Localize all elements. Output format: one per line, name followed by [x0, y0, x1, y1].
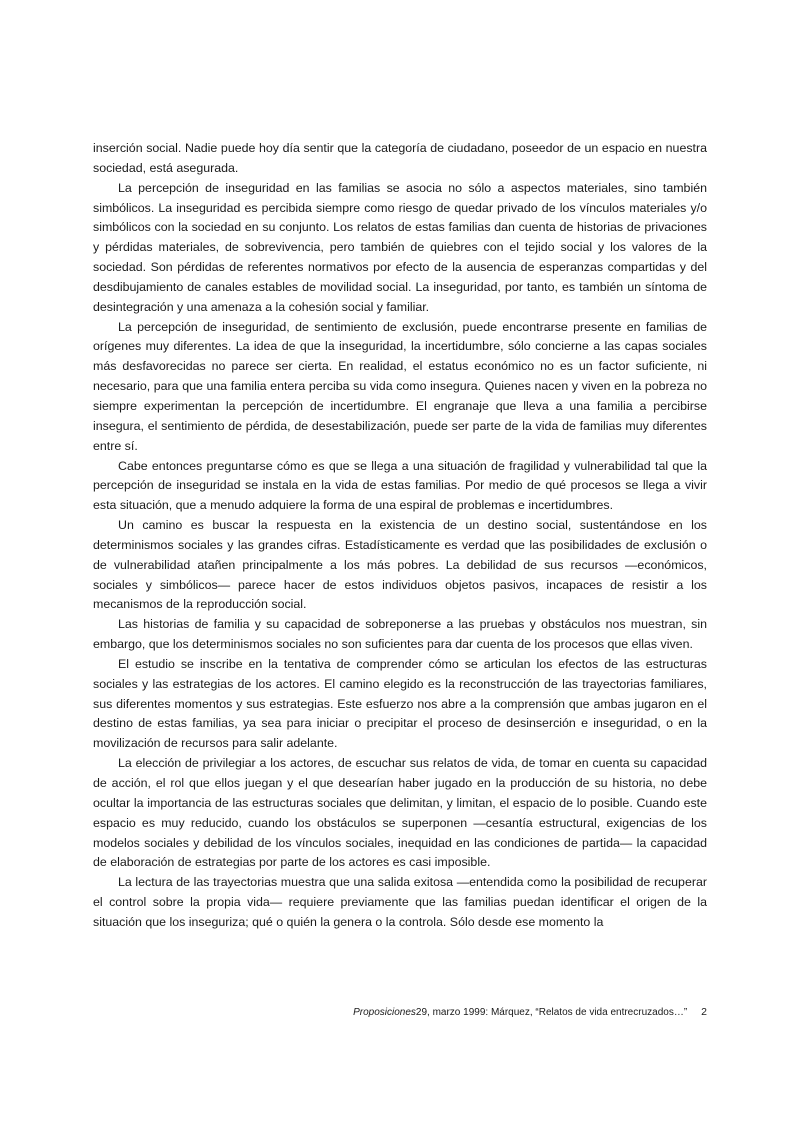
- footer-citation-details: 29, marzo 1999: Márquez, “Relatos de vida entrecruzados…”: [415, 1007, 688, 1018]
- paragraph: La percepción de inseguridad, de sentimiento de exclusión, puede encontrarse presente en familias de orígenes muy diferentes. La idea de que la inseguridad, la incertidumbre, sólo concierne a las capas sociales más desfavorecidas no parece ser cierta. En realidad, el estatus económico no es un factor suficiente, ni necesario, para que una familia entera perciba su vida como insegura. Quienes nacen y viven en la pobreza no siempre experimentan la percepción de incertidumbre. El engranaje que lleva a una familia a percibirse insegura, el sentimiento de pérdida, de desestabilización, puede ser parte de la vida de familias muy diferentes entre sí.: [93, 319, 707, 453]
- page-body: [93, 139, 707, 933]
- footer-journal-name: Proposiciones: [353, 1007, 416, 1018]
- paragraph: Un camino es buscar la respuesta en la existencia de un destino social, sustentándose en los determinismos sociales y las grandes cifras. Estadísticamente es verdad que las posibilidades de exclusión o de vulnerabilidad atañen principalmente a los más pobres. La debilidad de sus recursos —económicos, sociales y simbólicos— parece hacer de estos individuos objetos pasivos, incapaces de resistir a los mecanismos de la reproducción social.: [93, 518, 707, 612]
- paragraph: El estudio se inscribe en la tentativa de comprender cómo se articulan los efectos de las estructuras sociales y las estrategias de los actores. El camino elegido es la reconstrucción de las trayectorias familiares, sus diferentes momentos y sus estrategias. Este esfuerzo nos abre a la comprensión que ambas jugaron en el destino de estas familias, ya sea para iniciar o precipitar el proceso de desinserción e inseguridad, o en la movilización de recursos para salir adelante.: [93, 656, 707, 751]
- paragraph: La elección de privilegiar a los actores, de escuchar sus relatos de vida, de tomar en cuenta su capacidad de acción, el rol que ellos juegan y el que desearían haber jugado en la producción de su historia, no debe ocultar la importancia de las estructuras sociales que delimitan, y limitan, el espacio de lo posible. Cuando este espacio es muy reducido, cuando los obstáculos se superponen —cesantía estructural, exigencias de los modelos sociales y debilidad de los vínculos sociales, inequidad en las condiciones de partida— la capacidad de elaboración de estrategias por parte de los actores es casi imposible.: [93, 756, 707, 870]
- footer-citation: [353, 1007, 687, 1018]
- paragraph: La percepción de inseguridad en las familias se asocia no sólo a aspectos materiales, sino también simbólicos. La inseguridad es percibida siempre como riesgo de quedar privado de los vínculos materiales y/o simbólicos con la sociedad en su conjunto. Los relatos de estas familias dan cuenta de historias de privaciones y pérdidas materiales, de sobrevivencia, pero también de quiebres con el tejido social y los valores de la sociedad. Son pérdidas de referentes normativos por efecto de la ausencia de esperanzas compartidas y del desdibujamiento de canales estables de movilidad social. La inseguridad, por tanto, es también un síntoma de desintegración y una amenaza a la cohesión social y familiar.: [93, 180, 707, 314]
- page-number: 2: [701, 1006, 707, 1018]
- paragraph: Cabe entonces preguntarse cómo es que se llega a una situación de fragilidad y vulnerabilidad tal que la percepción de inseguridad se instala en la vida de estas familias. Por medio de qué procesos se llega a vivir esta situación, que a menudo adquiere la forma de una espiral de problemas e incertidumbres.: [93, 458, 707, 513]
- page-footer: [353, 1005, 707, 1020]
- paragraph-continuation: inserción social. Nadie puede hoy día sentir que la categoría de ciudadano, poseedor de un espacio en nuestra sociedad, está asegurada.: [93, 141, 707, 175]
- paragraph: Las historias de familia y su capacidad de sobreponerse a las pruebas y obstáculos nos muestran, sin embargo, que los determinismos sociales no son suficientes para dar cuenta de los procesos que ellas viven.: [93, 617, 707, 652]
- paragraph-continues-next-page: La lectura de las trayectorias muestra que una salida exitosa —entendida como la posibilidad de recuperar el control sobre la propia vida— requiere previamente que las familias puedan identificar el origen de la situación que los inseguriza; qué o quién la genera o la controla. Sólo desde ese momento la: [93, 875, 707, 929]
